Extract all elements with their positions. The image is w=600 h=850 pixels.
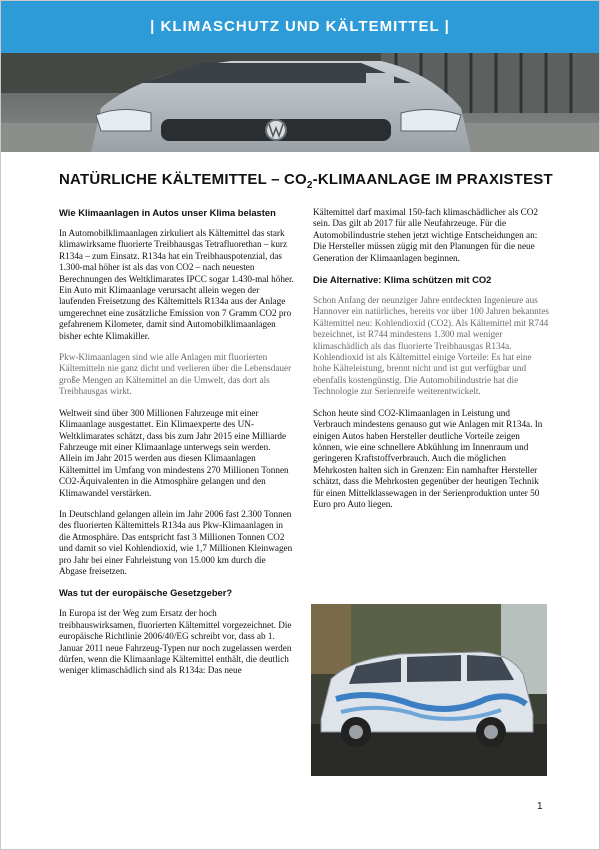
section-heading: Was tut der europäische Gesetzgeber? [59, 587, 233, 599]
paragraph: Pkw-Klimaanlagen sind wie alle Anlagen mit fluorierten Kältemitteln nie ganz dicht und verlieren über die Lebensdauer große Mengen an Kältemittel an die Umwelt, das dort als Treibhausgas wirkt. [59, 352, 292, 397]
paragraph: Schon heute sind CO2-Klimaanlagen in Leistung und Verbrauch mindestens genauso gut wie Anlagen mit R134a. In einigen Autos haben Hersteller deutliche Vorteile zeigen können, wie eine schnellere Abkühlung im Innenraum und geringeren Kraftstoffverbrauch. Auch die möglichen Mehrkosten halten sich in Grenzen: Ein namhafter Hersteller schätzt, dass die Mehrkosten gegenüber der heutigen Technik für einen Mittelklassewagen in der Serienproduktion unter 50 Euro pro Auto liegen. [313, 407, 543, 509]
section-heading: Wie Klimaanlagen in Autos unser Klima belasten [59, 207, 276, 218]
title-text-part2: -KLIMAANLAGE IM PRAXISTEST [312, 171, 553, 188]
section-label: | KLIMASCHUTZ UND KÄLTEMITTEL | [150, 18, 450, 35]
paragraph: In Europa ist der Weg zum Ersatz der hoch treibhauswirksamen, fluorierten Kältemittel vorgezeichnet. Die europäische Richtlinie 2006/40/EG schreibt vor, dass ab 1. Januar 2011 neue Fahrzeug-Typen nur noch zugelassen werden dürfen, wenn die Klimaanlage Kältemittel enthält, die deutlich weniger klimaschädlich sind als R134a: Das neue [59, 608, 292, 676]
section-heading: Die Alternative: Klima schützen mit CO2 [313, 274, 492, 286]
article-title [59, 171, 559, 191]
paragraph: Kältemittel darf maximal 150-fach klimaschädlicher als CO2 sein. Das gilt ab 2017 für alle Neufahrzeuge. Für die Automobilindustrie stehen jetzt wichtige Entscheidungen an: Die Hersteller müssen zügig mit den Planungen für die neue Generation der Klimaanlagen beginnen. [313, 207, 539, 263]
title-text-part1: NATÜRLICHE KÄLTEMITTEL – CO [59, 171, 307, 188]
right-column [313, 207, 549, 520]
paragraph: Schon Anfang der neunziger Jahre entdeckten Ingenieure aus Hannover ein natürliches, bereits vor über 100 Jahren bekanntes Kältemittel neu: Kohlendioxid (CO2). Als Kältemittel mit R744 bezeichnet, ist R744 mindestens 1.300 mal weniger klimaschädlich als das fluorierte Treibhausgas R134a. Kohlendioxid ist als Kältemittel einige Vorteile: Es hat eine hohe Kälteleistung, brennt nicht und ist gut verfügbar und ebenfalls kostengünstig. Die Automobilindustrie hat die Technologie zur Serienreife weiterentwickelt. [313, 295, 549, 397]
paragraph: Weltweit sind über 300 Millionen Fahrzeuge mit einer Klimaanlage ausgestattet. Ein Klimaexperte des UN-Weltklimarates schätzt, dass bis zum Jahr 2015 eine Milliarde Fahrzeuge mit einer Klimaanlage unterwegs sein werden. Allein im Jahr 2015 werden aus diesen Klimaanlagen Kältemittel im Umfang von mindestens 270 Millionen Tonnen CO2-Äquivalenten in die Atmosphäre gelangen und den Klimawandel verstärken. [59, 407, 289, 498]
van-side-photo [311, 604, 547, 776]
photo-co2-test-car [311, 604, 547, 776]
page-number: 1 [537, 801, 543, 812]
car-front-photo [1, 53, 599, 152]
paragraph: In Automobilklimaanlagen zirkuliert als Kältemittel das stark klimawirksame fluorierte Treibhausgas Tetrafluorethan – kurz R134a – zum Einsatz. R134a hat ein Treibhauspotenzial, das 1.300-mal höher ist als das von CO2 – nach neuesten Berechnungen des Weltklimarates IPCC sogar 1.430-mal höher. Ein Auto mit Klimaanlage verursacht allein wegen der laufenden Freisetzung des Kältemittels R134a aus der Anlage umgerechnet eine zusätzliche Emission von 7 Gramm CO2 pro gefahrenem Kilometer, damit sind Automobilklimaanlagen bisher echte Klimakiller. [59, 228, 294, 341]
left-column [59, 207, 295, 687]
section-header-bar [1, 1, 599, 53]
title-subscript: 2 [306, 180, 313, 191]
paragraph: In Deutschland gelangen allein im Jahr 2006 fast 2.300 Tonnen des fluorierten Kältemittels R134a aus Pkw-Klimaanlagen in die Atmosphäre. Das entspricht fast 3 Millionen Tonnen CO2 und damit so viel Kohlendioxid, wie 1,7 Millionen Kleinwagen pro Jahr bei einer Fahrleistung von 15.000 km durch die Abgase freisetzen. [59, 508, 293, 576]
banner-photo-car-front [1, 53, 599, 152]
